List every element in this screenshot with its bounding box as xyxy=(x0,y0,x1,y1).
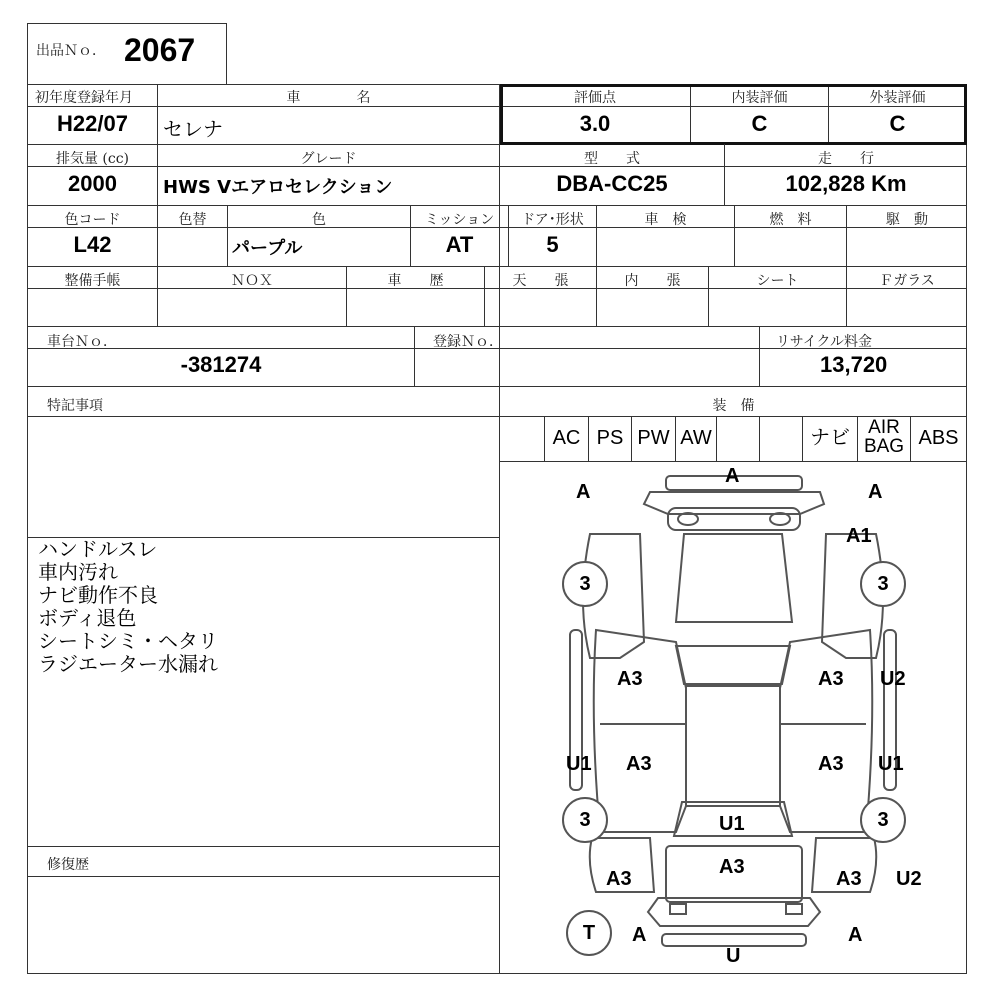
mark-rear-right-bottom: A xyxy=(848,924,863,946)
reg-no-header: 登録Ｎｏ． xyxy=(433,334,503,350)
recycle-value: 13,720 xyxy=(820,352,888,377)
mark-u1-left: U1 xyxy=(566,753,592,775)
mission-value: AT xyxy=(445,232,474,257)
repair-header: 修復歴 xyxy=(47,857,89,873)
exterior-header: 外装評価 xyxy=(869,90,926,106)
score-header: 評価点 xyxy=(574,90,616,106)
note-item: シートシミ・ヘタリ xyxy=(38,629,218,653)
mark-front-bumper: A xyxy=(725,465,740,487)
color-value: パープル xyxy=(232,238,303,259)
note-item: ラジエーター水漏れ xyxy=(38,652,218,676)
history-header: 車 歴 xyxy=(387,273,444,289)
note-item: ボディ退色 xyxy=(38,606,137,630)
exterior-value: C xyxy=(889,111,906,136)
interior-lining-header: 内 張 xyxy=(624,273,681,289)
mark-left-front-door: A3 xyxy=(617,668,643,690)
mark-rear-glass: U1 xyxy=(719,813,745,835)
color-code-value: L42 xyxy=(73,232,112,257)
door-shape-value: 5 xyxy=(546,232,559,257)
equipment-abs: ABS xyxy=(918,427,959,449)
first-reg-header: 初年度登録年月 xyxy=(35,90,133,106)
chassis-no-value: -381274 xyxy=(180,352,262,377)
mark-rear-right: A3 xyxy=(836,868,862,890)
grade-header: グレード xyxy=(300,151,357,167)
equipment-ps: PS xyxy=(596,427,624,449)
car-name-header: 車 名 xyxy=(286,90,371,106)
equipment-airbag: AIR BAG xyxy=(863,417,905,457)
mark-u1-right: U1 xyxy=(878,753,904,775)
notes-header: 特記事項 xyxy=(47,398,103,414)
note-item: ハンドルスレ xyxy=(38,537,158,561)
equipment-ac: AC xyxy=(552,427,581,449)
door-shape-header: ドア･形状 xyxy=(521,212,584,228)
note-item: ナビ動作不良 xyxy=(38,583,158,607)
nox-header: ＮＯＸ xyxy=(231,273,273,289)
equipment-pw: PW xyxy=(637,427,670,449)
equipment-aw: AW xyxy=(680,427,712,449)
drive-header: 駆 動 xyxy=(886,212,928,228)
mark-rear-bumper: U xyxy=(726,945,741,967)
interior-header: 内装評価 xyxy=(731,90,788,106)
recycle-header: リサイクル料金 xyxy=(776,334,873,350)
mission-header: ミッション xyxy=(424,212,495,228)
wheel-front-right: 3 xyxy=(860,561,906,607)
model-value: DBA-CC25 xyxy=(556,171,668,196)
chassis-no-header: 車台Ｎｏ． xyxy=(47,334,117,350)
seat-header: シート xyxy=(756,273,799,289)
displacement-header: 排気量 (cc) xyxy=(55,151,130,167)
displacement-value: 2000 xyxy=(68,171,117,196)
lot-label: 出品Ｎｏ． xyxy=(36,43,106,59)
mark-front-left: A xyxy=(576,481,591,503)
f-glass-header: Ｆガラス xyxy=(879,273,935,289)
interior-value: C xyxy=(751,111,768,136)
wheel-rear-left: 3 xyxy=(562,797,608,843)
mark-a1: A1 xyxy=(846,525,872,547)
grade-value: HWS Vエアロセレクション xyxy=(163,177,393,198)
notes-list xyxy=(38,538,218,676)
color-change-header: 色替 xyxy=(178,212,207,228)
mark-u2-lower: U2 xyxy=(896,868,922,890)
sunroof-header: 天 張 xyxy=(512,273,569,289)
equipment-navi: ナビ xyxy=(810,427,850,449)
color-header: 色 xyxy=(312,212,326,228)
spare-tire: T xyxy=(566,910,612,956)
model-header: 型 式 xyxy=(584,151,640,167)
mark-front-right: A xyxy=(868,481,883,503)
mileage-value: 102,828 Km xyxy=(785,171,907,196)
mark-right-front-door: A3 xyxy=(818,668,844,690)
wheel-rear-right: 3 xyxy=(860,797,906,843)
first-reg-value: H22/07 xyxy=(57,111,128,136)
mark-left-rear-door: A3 xyxy=(626,753,652,775)
car-diagram xyxy=(500,462,967,974)
wheel-front-left: 3 xyxy=(562,561,608,607)
color-code-header: 色コード xyxy=(64,212,121,228)
fuel-header: 燃 料 xyxy=(769,212,812,228)
note-item: 車内汚れ xyxy=(38,560,118,584)
maintenance-header: 整備手帳 xyxy=(64,273,121,289)
mark-right-rear-door: A3 xyxy=(818,753,844,775)
lot-number: 2067 xyxy=(124,32,196,68)
mark-rear-left-bottom: A xyxy=(632,924,647,946)
mark-u2-upper: U2 xyxy=(880,668,906,690)
mark-rear-hatch: A3 xyxy=(719,856,745,878)
inspection-header: 車 検 xyxy=(644,212,687,228)
mark-rear-left: A3 xyxy=(606,868,632,890)
mileage-header: 走 行 xyxy=(818,151,874,167)
equipment-header: 装 備 xyxy=(712,398,755,414)
car-name-value: セレナ xyxy=(163,117,223,141)
score-value: 3.0 xyxy=(579,111,611,136)
